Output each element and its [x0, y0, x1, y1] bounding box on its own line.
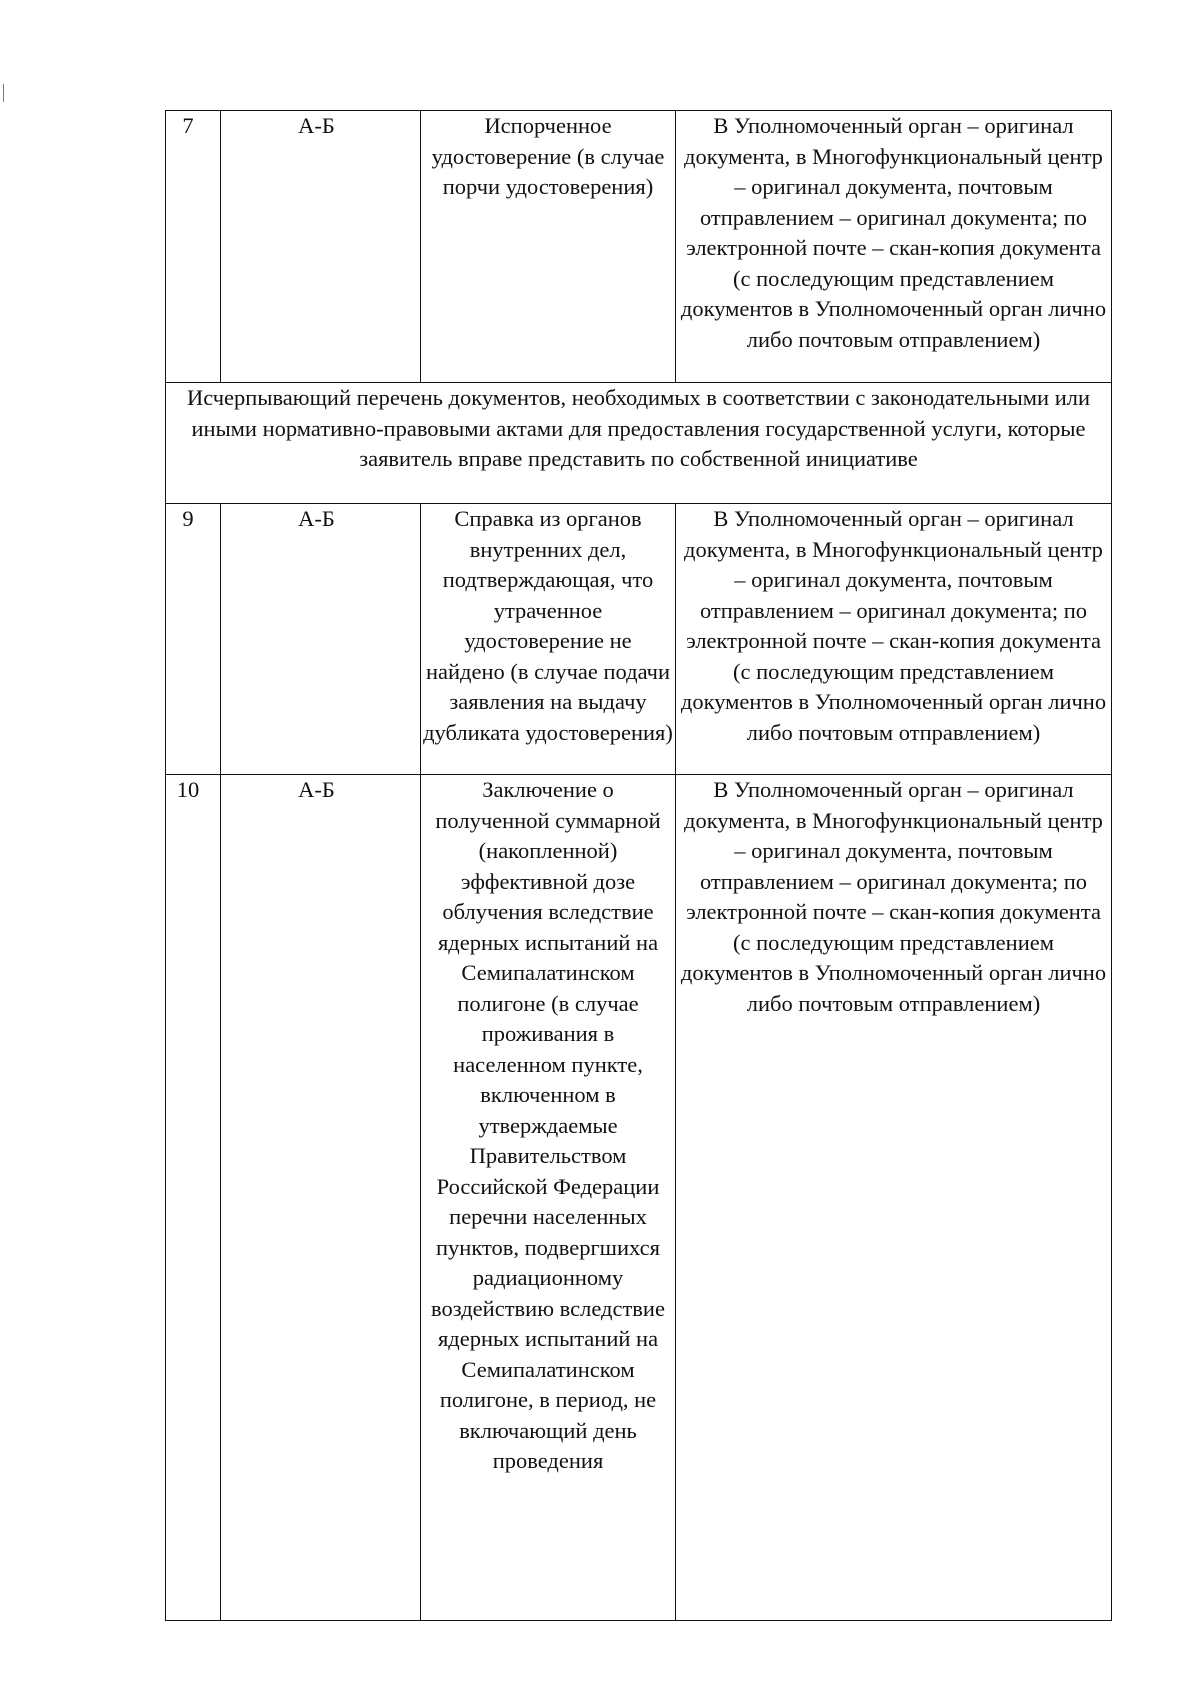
table-row: [166, 504, 1112, 775]
row-category: А-Б: [221, 504, 421, 775]
row-document-name: Справка из органов внутренних дел, подтверждающая, что утраченное удостоверение не найдено (в случае подачи заявления на выдачу дубликата удостоверения): [421, 504, 676, 775]
row-document-name: Испорченное удостоверение (в случае порчи удостоверения): [421, 111, 676, 383]
row-number: 10: [166, 775, 221, 1621]
row-submission-method: В Уполномоченный орган – оригинал документа, в Многофункциональный центр – оригинал документа, почтовым отправлением – оригинал документа; по электронной почте – скан-копия документа (с последующим представлением документов в Уполномоченный орган лично либо почтовым отправлением): [676, 775, 1112, 1621]
row-number: 9: [166, 504, 221, 775]
row-document-name: Заключение о полученной суммарной (накопленной) эффективной дозе облучения вследствие ядерных испытаний на Семипалатинском полигоне (в случае проживания в населенном пункте, включенном в утверждаемые Правительством Российской Федерации перечни населенных пунктов, подвергшихся радиационному воздействию вследствие ядерных испытаний на Семипалатинском полигоне, в период, не включающий день проведения: [421, 775, 676, 1621]
table-row: [166, 111, 1112, 383]
row-submission-method: В Уполномоченный орган – оригинал документа, в Многофункциональный центр – оригинал документа, почтовым отправлением – оригинал документа; по электронной почте – скан-копия документа (с последующим представлением документов в Уполномоченный орган лично либо почтовым отправлением): [676, 504, 1112, 775]
row-category: А-Б: [221, 775, 421, 1621]
row-submission-method: В Уполномоченный орган – оригинал документа, в Многофункциональный центр – оригинал документа, почтовым отправлением – оригинал документа; по электронной почте – скан-копия документа (с последующим представлением документов в Уполномоченный орган лично либо почтовым отправлением): [676, 111, 1112, 383]
row-category: А-Б: [221, 111, 421, 383]
table-row: [166, 775, 1112, 1621]
documents-table: [165, 110, 1112, 1621]
section-header-row: [166, 383, 1112, 504]
section-header: Исчерпывающий перечень документов, необходимых в соответствии с законодательными или иными нормативно-правовыми актами для предоставления государственной услуги, которые заявитель вправе представить по собственной инициативе: [166, 383, 1112, 504]
row-number: 7: [166, 111, 221, 383]
scan-margin-mark: [3, 84, 4, 102]
